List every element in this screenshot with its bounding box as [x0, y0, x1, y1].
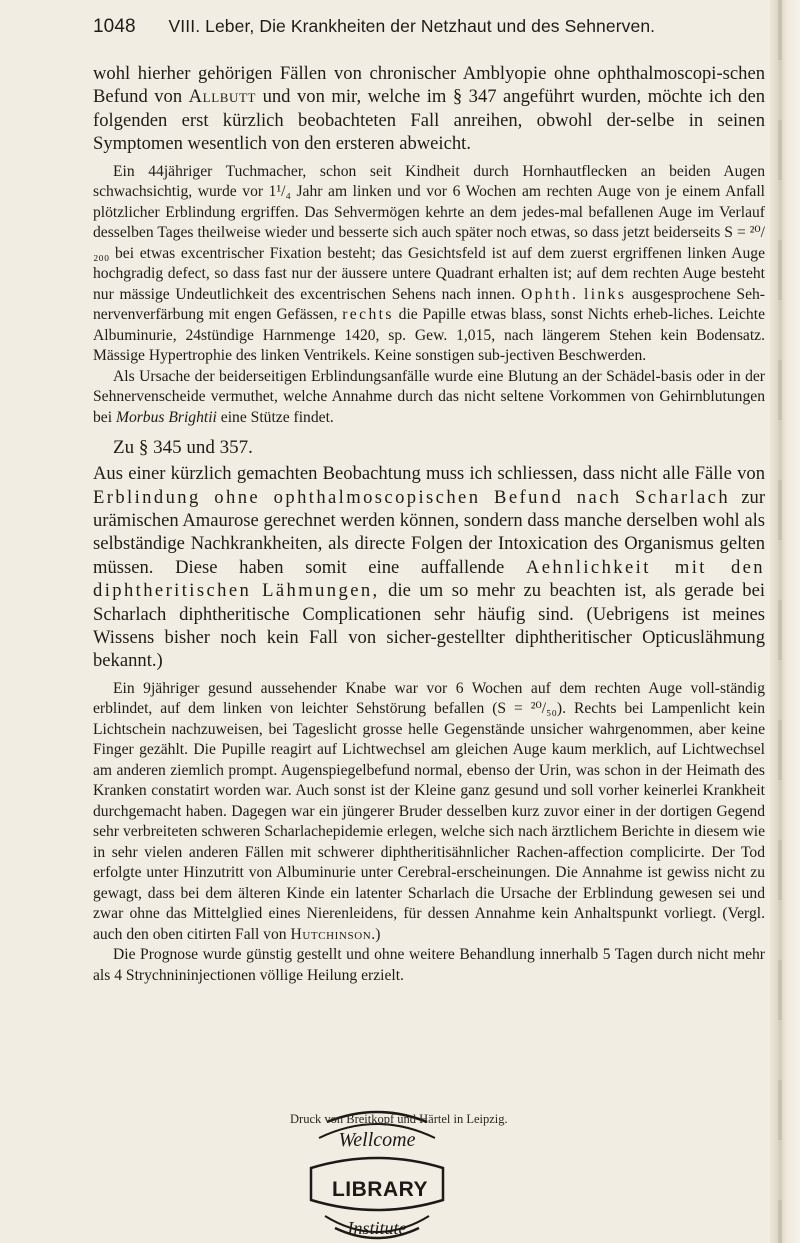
section-heading: Zu § 345 und 357. — [113, 437, 253, 459]
page-number: 1048 — [93, 16, 136, 37]
text-run: Ein 44jähriger Tuchmacher, schon seit Kindheit durch Hornhautflecken an beiden Augen schwachsichtig, wurde vor 1¹/₄ Jahr am linken und vor 6 Wochen am rechten Auge von je einem Anfall plötzlicher Erblindung ergriffen. Das Sehvermögen kehrte an dem jedes-mal befallenen Auge im Verlauf desselben Tages theilweise wieder und besserte sich auch später noch etwas, so dass jetzt beiderseits S = ²⁰/₂₀₀ bei etwas excentrischer Fixation besteht; das Gesichtsfeld ist auf dem zuerst ergriffenen linken Auge hochgradig defect, so dass fast nur der äussere untere Quadrant erhalten ist; auf dem rechten Auge besteht nur mässige Undeutlichkeit des excentrischen Sehens nach innen. — [93, 162, 765, 303]
paragraph-prognose: Die Prognose wurde günstig gestellt und ohne weitere Behandlung innerhalb 5 Tagen durch nicht mehr als 4 Strychnininjectionen völlige Heilung erzielt. — [93, 946, 765, 984]
text-run: die Papille etwas blass, sonst Nichts erheb-liches. Leichte Albuminurie, 24stündige Harnmenge 1420, sp. Gew. 1,015, nach längerem Stehen kein Bodensatz. Mässige Hypertrophie des linken Ventrikels. Keine sonstigen sub-jectiven Beschwerden. — [93, 306, 765, 365]
text-run: die um so mehr zu beachten ist, als gerade bei Scharlach diphtheritische Complicationen sehr häufig sind. (Uebrigens ist meines Wissens bisher noch kein Fall von sicher-gestellter diphtheritischer Opticuslähmung bekannt.) — [93, 580, 765, 672]
text-run: zur urämischen Amaurose gerechnet werden können, sondern dass manche derselben wohl als selbständige Nachkrankheiten, als directe Folgen der Intoxication des Organismus gelten müssen. Diese haben somit eine auffallende — [93, 486, 766, 578]
text-run: .) — [371, 925, 381, 943]
running-title: VIII. Leber, Die Krankheiten der Netzhaut und des Sehnerven. — [168, 16, 656, 36]
text-run: eine Stütze findet. — [216, 408, 334, 426]
spaced-text-aehnlichkeit: Aehnlichkeit mit den diphtheritischen Lähmungen, — [93, 556, 765, 602]
text-run: Als Ursache der beiderseitigen Erblindungsanfälle wurde eine Blutung an der Schädel-basis oder in der Sehnervenscheide vermuthet, welche Annahme durch das nicht seltene Vorkommen von Gehirnblutungen bei — [93, 367, 765, 426]
stamp-top-text: Wellcome — [338, 1129, 416, 1151]
spaced-text-links: links — [583, 285, 627, 303]
spaced-text-erblindung: Erblindung ohne ophthalmoscopischen Befund nach Scharlach — [93, 486, 731, 508]
case-report-knabe — [93, 679, 765, 946]
stamp-bottom-text: Institute — [347, 1218, 407, 1238]
text-run: wohl hierher gehörigen Fällen von chronischer Amblyopie ohne ophthalmoscopi-schen Befund von — [93, 63, 765, 108]
paragraph-intro — [93, 62, 765, 156]
author-name-allbutt: Allbutt — [188, 86, 257, 108]
italic-term-morbus-brightii: Morbus Brightii — [115, 408, 217, 426]
stamp-library-label: LIBRARY — [331, 1178, 429, 1201]
running-header — [93, 16, 753, 38]
author-name-hutchinson: Hutchinson — [290, 925, 372, 943]
text-run: ausgesprochene Seh-nervenverfärbung mit engen Gefässen, — [93, 285, 765, 324]
spaced-text-rechts: rechts — [342, 306, 394, 324]
spaced-text-ophth: Ophth. — [520, 285, 579, 303]
page-body — [93, 62, 765, 986]
text-run: und von mir, welche im § 347 angeführt wurden, möchte ich den folgenden erst kürzlich beobachteten Fall anreihen, obwohl der-selbe in seinen Symptomen wesentlich von den ersteren abweicht. — [93, 86, 765, 155]
paragraph-cause — [93, 367, 765, 429]
paragraph-scharlach — [93, 462, 765, 673]
page-edge — [770, 0, 800, 1243]
printer-imprint: Druck von Breitkopf und Härtel in Leipzig. — [290, 1112, 508, 1126]
case-report-tuchmacher — [93, 162, 765, 367]
library-stamp — [297, 1108, 457, 1240]
page-edge-shadow — [778, 0, 782, 1243]
text-run: Aus einer kürzlich gemachten Beobachtung muss ich schliessen, dass nicht alle Fälle von — [93, 463, 765, 485]
text-run: Ein 9jähriger gesund aussehender Knabe war vor 6 Wochen auf dem rechten Auge voll-ständig erblindet, auf dem linken von leichter Sehstörung befallen (S = ²⁰/₅₀). Rechts bei Lampenlicht kein Lichtschein nachzuweisen, bei Tageslicht grosse helle Gegenstände unsicher wahrgenommen, aber keine Finger gezählt. Die Pupille reagirt auf Lichtwechsel am gleichen Auge kaum merklich, auf Lichtwechsel am anderen ziemlich prompt. Augenspiegelbefund normal, ebenso der Urin, was schon in der Heimath des Kranken constatirt worden war. Auch sonst ist der Kleine ganz gesund und soll vorher keinerlei Krankheit durchgemacht haben. Dagegen war ein jüngerer Bruder desselben kurz zuvor einer in der dortigen Gegend sehr verbreiteten schweren Scharlachepidemie erlegen, welche sich nach ärztlichem Berichte in diesem wie in sehr vielen anderen Fällen mit schwerer diphtheritisähnlicher Rachen-affection complicirte. Der Tod erfolgte unter Hinzutritt von Albuminurie unter Cerebral-erscheinungen. Die Annahme ist gewiss nicht zu gewagt, dass bei dem älteren Kinde ein latenter Scharlach die Ursache der Erblindung gewesen sei und zwar ohne das Mittelglied eines Nierenleidens, für dessen Annahme kein Anhaltspunkt vorliegt. (Vergl. auch den oben citirten Fall von — [93, 679, 765, 943]
